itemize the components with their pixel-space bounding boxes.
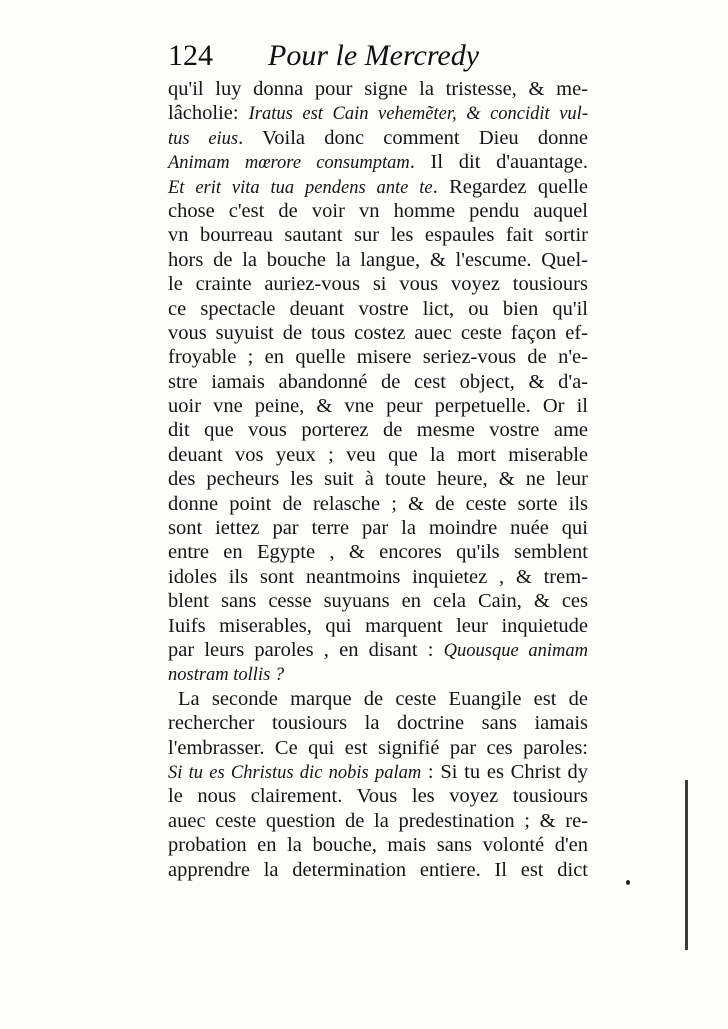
text-line	[168, 516, 588, 540]
body-text	[168, 77, 588, 882]
text-run: rechercher tousiours la doctrine sans iamais	[168, 712, 588, 735]
text-line	[168, 809, 588, 833]
text-run: chose c'est de voir vn homme pendu auquel	[168, 199, 588, 222]
text-run: hors de la bouche la langue, & l'escume. Quel-	[168, 248, 588, 271]
text-line	[168, 589, 588, 613]
text-line	[168, 638, 588, 662]
text-run: froyable ; en quelle misere seriez-vous de n'e-	[168, 346, 588, 369]
text-run: blent sans cesse suyuans en cela Cain, & ces	[168, 590, 588, 613]
text-line	[168, 126, 588, 150]
text-run: l'embrasser. Ce qui est signifié par ces paroles:	[168, 736, 588, 759]
text-line	[168, 418, 588, 442]
running-title: Pour le Mercredy	[268, 39, 480, 72]
text-line	[168, 321, 588, 345]
text-line	[168, 614, 588, 638]
text-run: : Si tu es Christ dy	[421, 760, 588, 783]
text-line	[168, 711, 588, 735]
text-run: La seconde marque de ceste Euangile est de	[178, 687, 588, 710]
text-line	[168, 297, 588, 321]
text-line	[168, 858, 588, 882]
text-run: des pecheurs les suit à toute heure, & ne leur	[168, 468, 588, 491]
text-line	[168, 736, 588, 760]
text-line	[168, 199, 588, 223]
text-line	[168, 272, 588, 296]
text-line	[168, 223, 588, 247]
text-line	[168, 565, 588, 589]
text-run: stre iamais abandonné de cest object, & d'a-	[168, 370, 588, 393]
page-number: 124	[168, 39, 213, 72]
latin-quote: Si tu es Christus dic nobis palam	[168, 762, 422, 783]
text-line	[168, 662, 588, 686]
text-run: . Il dit d'auantage.	[409, 151, 589, 174]
text-line	[168, 248, 588, 272]
text-line	[168, 394, 588, 418]
latin-quote: nostram tollis ?	[168, 665, 285, 686]
text-line	[168, 492, 588, 516]
text-run: vn bourreau sautant sur les espaules fait sortir	[168, 224, 588, 247]
text-run: ce spectacle deuant vostre lict, ou bien qu'il	[168, 297, 588, 320]
text-run: le crainte auriez-vous si vous voyez tousiours	[168, 273, 588, 296]
text-run: donne point de relasche ; & de ceste sorte ils	[168, 492, 588, 515]
text-run: probation en la bouche, mais sans volonté d'en	[168, 834, 588, 857]
latin-quote: tus eius	[168, 128, 239, 149]
text-run: . Regardez quelle	[432, 175, 588, 198]
text-line	[168, 467, 588, 491]
text-line	[168, 833, 588, 857]
text-run: auec ceste question de la predestination ; & re-	[168, 809, 588, 832]
text-line	[168, 101, 588, 125]
page-edge-shadow	[685, 780, 688, 950]
text-run: vous suyuist de tous costez auec ceste façon ef-	[168, 321, 588, 344]
text-run: uoir vne peine, & vne peur perpetuelle. Or il	[168, 395, 588, 418]
latin-quote: Quousque animam	[443, 640, 588, 661]
text-line	[168, 443, 588, 467]
text-run: . Voila donc comment Dieu donne	[238, 126, 588, 149]
latin-quote: Iratus est Cain vehemẽter, & concidit vul-	[248, 104, 588, 125]
text-line	[168, 175, 588, 199]
latin-quote: Et erit vita tua pendens ante te	[168, 177, 433, 198]
text-line	[168, 77, 588, 101]
ink-speck	[626, 880, 630, 885]
text-run: Iuifs miserables, qui marquent leur inquietude	[168, 614, 588, 637]
page-header	[168, 36, 588, 76]
text-line	[168, 687, 588, 711]
text-line	[168, 150, 588, 174]
text-run: qu'il luy donna pour signe la tristesse, & me-	[168, 78, 588, 100]
text-run: idoles ils sont neantmoins inquietez , & trem-	[168, 565, 588, 588]
text-run: apprendre la determination entiere. Il est dict	[168, 858, 588, 881]
text-run: le nous clairement. Vous les voyez tousiours	[168, 785, 588, 808]
text-line	[168, 760, 588, 784]
text-line	[168, 370, 588, 394]
text-line	[168, 345, 588, 369]
text-run: lâcholie:	[168, 102, 249, 125]
text-run: entre en Egypte , & encores qu'ils semblent	[168, 541, 588, 564]
text-line	[168, 540, 588, 564]
latin-quote: Animam mœrore consumptam	[168, 153, 410, 174]
text-run: dit que vous porterez de mesme vostre ame	[168, 419, 588, 442]
text-line	[168, 784, 588, 808]
text-run: par leurs paroles , en disant :	[168, 638, 444, 661]
text-run: sont iettez par terre par la moindre nuée qui	[168, 517, 588, 540]
text-run: deuant vos yeux ; veu que la mort miserable	[168, 443, 588, 466]
